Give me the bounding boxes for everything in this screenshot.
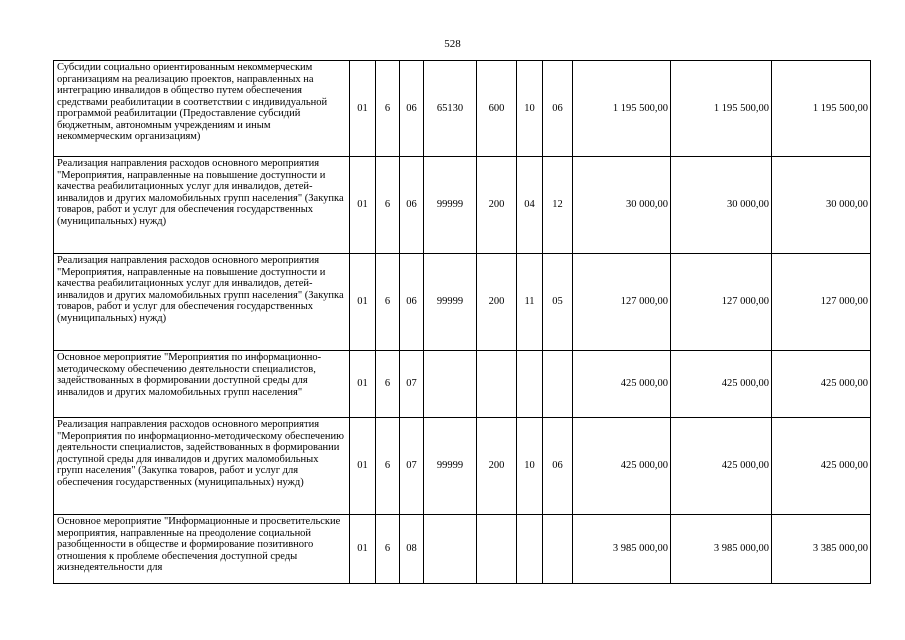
code-cell bbox=[543, 515, 573, 584]
amount-cell: 127 000,00 bbox=[573, 254, 671, 351]
row-description: Реализация направления расходов основного мероприятия "Мероприятия, направленные на повышение доступности и качества реабилитационных услуг для инвалидов, детей-инвалидов и других маломобильных групп населения" (Закупка товаров, работ и услуг для обеспечения государственных (муниципальных) нужд) bbox=[57, 255, 344, 324]
code-cell: 06 bbox=[543, 418, 573, 515]
row-description: Субсидии социально ориентированным некоммерческим организациям на реализацию проектов, направленных на интеграцию инвалидов в общество путем обеспечения средствами реабилитации в соответствии с индивидуальной программой реабилитации (Предоставление субсидий бюджетным, автономным учреждениям и иным некоммерческим организациям) bbox=[57, 62, 328, 142]
row-description: Реализация направления расходов основного мероприятия "Мероприятия по информационно-методическому обеспечению деятельности специалистов, задействованных в формировании доступной среды для инвалидов и других маломобильных групп населения" (Закупка товаров, работ и услуг для обеспечения государственных (муниципальных) нужд) bbox=[57, 419, 344, 488]
code-cell: 10 bbox=[517, 418, 543, 515]
code-cell: 05 bbox=[543, 254, 573, 351]
code-cell: 6 bbox=[376, 418, 400, 515]
code-cell: 01 bbox=[350, 418, 376, 515]
row-description: Основное мероприятие "Информационные и просветительские мероприятия, направленные на преодоление социальной разобщенности в обществе и формирование позитивного отношения к проблеме обеспечения доступной среды жизнедеятельности для bbox=[57, 516, 341, 573]
code-cell: 06 bbox=[543, 61, 573, 157]
code-cell: 06 bbox=[400, 254, 424, 351]
code-cell bbox=[424, 351, 477, 418]
table-row bbox=[54, 418, 871, 515]
amount-cell: 30 000,00 bbox=[573, 157, 671, 254]
amount-cell: 425 000,00 bbox=[772, 351, 871, 418]
amount-cell: 127 000,00 bbox=[772, 254, 871, 351]
code-cell: 01 bbox=[350, 157, 376, 254]
code-cell bbox=[543, 351, 573, 418]
table-row bbox=[54, 254, 871, 351]
code-cell: 07 bbox=[400, 418, 424, 515]
code-cell bbox=[517, 515, 543, 584]
table-row bbox=[54, 515, 871, 584]
amount-cell: 425 000,00 bbox=[671, 351, 772, 418]
code-cell: 65130 bbox=[424, 61, 477, 157]
row-description: Основное мероприятие "Мероприятия по информационно-методическому обеспечению деятельности специалистов, задействованных в формировании доступной среды для инвалидов и других маломобильных групп населения" bbox=[57, 352, 322, 398]
code-cell: 200 bbox=[477, 254, 517, 351]
page-number: 528 bbox=[444, 38, 461, 50]
code-cell: 99999 bbox=[424, 157, 477, 254]
code-cell: 12 bbox=[543, 157, 573, 254]
amount-cell: 1 195 500,00 bbox=[772, 61, 871, 157]
code-cell: 07 bbox=[400, 351, 424, 418]
code-cell bbox=[477, 515, 517, 584]
amount-cell: 425 000,00 bbox=[772, 418, 871, 515]
amount-cell: 30 000,00 bbox=[772, 157, 871, 254]
amount-cell: 1 195 500,00 bbox=[573, 61, 671, 157]
code-cell: 10 bbox=[517, 61, 543, 157]
code-cell: 99999 bbox=[424, 254, 477, 351]
code-cell: 600 bbox=[477, 61, 517, 157]
amount-cell: 425 000,00 bbox=[671, 418, 772, 515]
table-row bbox=[54, 351, 871, 418]
code-cell: 6 bbox=[376, 61, 400, 157]
code-cell: 01 bbox=[350, 254, 376, 351]
code-cell: 06 bbox=[400, 61, 424, 157]
amount-cell: 3 385 000,00 bbox=[772, 515, 871, 584]
code-cell bbox=[517, 351, 543, 418]
code-cell: 6 bbox=[376, 351, 400, 418]
code-cell bbox=[424, 515, 477, 584]
code-cell: 04 bbox=[517, 157, 543, 254]
code-cell: 6 bbox=[376, 254, 400, 351]
code-cell: 11 bbox=[517, 254, 543, 351]
budget-table bbox=[53, 60, 871, 584]
row-description: Реализация направления расходов основного мероприятия "Мероприятия, направленные на повышение доступности и качества реабилитационных услуг для инвалидов, детей-инвалидов и других маломобильных групп населения" (Закупка товаров, работ и услуг для обеспечения государственных (муниципальных) нужд) bbox=[57, 158, 344, 227]
code-cell: 01 bbox=[350, 515, 376, 584]
code-cell: 200 bbox=[477, 157, 517, 254]
amount-cell: 3 985 000,00 bbox=[573, 515, 671, 584]
code-cell bbox=[477, 351, 517, 418]
table-row bbox=[54, 61, 871, 157]
table-row bbox=[54, 157, 871, 254]
amount-cell: 127 000,00 bbox=[671, 254, 772, 351]
code-cell: 200 bbox=[477, 418, 517, 515]
code-cell: 6 bbox=[376, 157, 400, 254]
code-cell: 01 bbox=[350, 61, 376, 157]
amount-cell: 30 000,00 bbox=[671, 157, 772, 254]
amount-cell: 1 195 500,00 bbox=[671, 61, 772, 157]
code-cell: 6 bbox=[376, 515, 400, 584]
amount-cell: 425 000,00 bbox=[573, 351, 671, 418]
amount-cell: 3 985 000,00 bbox=[671, 515, 772, 584]
code-cell: 01 bbox=[350, 351, 376, 418]
code-cell: 08 bbox=[400, 515, 424, 584]
code-cell: 99999 bbox=[424, 418, 477, 515]
amount-cell: 425 000,00 bbox=[573, 418, 671, 515]
code-cell: 06 bbox=[400, 157, 424, 254]
